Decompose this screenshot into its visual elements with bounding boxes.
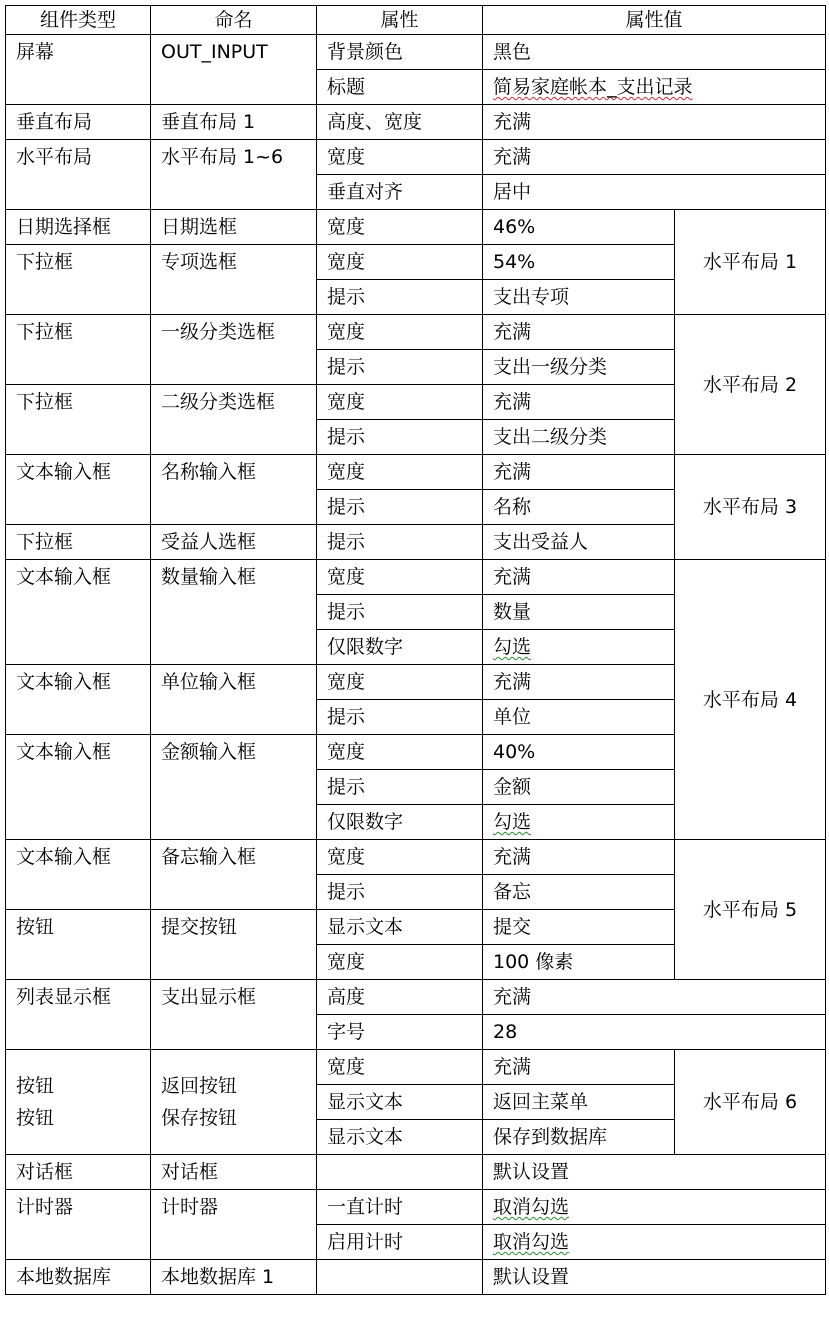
cell-name: OUT_INPUT: [151, 35, 317, 105]
cell-value: [483, 805, 675, 840]
cell-property: 宽度: [317, 735, 483, 770]
cell-type: 垂直布局: [6, 105, 151, 140]
group-label: 水平布局 3: [675, 455, 826, 560]
cell-property: 宽度: [317, 385, 483, 420]
group-label: 水平布局 1: [675, 210, 826, 315]
cell-name: 支出显示框: [151, 980, 317, 1050]
table-row: [6, 980, 826, 1015]
cell-type: 文本输入框: [6, 665, 151, 735]
cell-name: 计时器: [151, 1190, 317, 1260]
group-label: 水平布局 5: [675, 840, 826, 980]
cell-property: 提示: [317, 875, 483, 910]
cell-value: 金额: [483, 770, 675, 805]
cell-value: [483, 70, 826, 105]
cell-value: 充满: [483, 385, 675, 420]
cell-property: 字号: [317, 1015, 483, 1050]
cell-property: 显示文本: [317, 1120, 483, 1155]
cell-property: 提示: [317, 420, 483, 455]
cell-value: 100 像素: [483, 945, 675, 980]
cell-type: 文本输入框: [6, 840, 151, 910]
cell-type: 下拉框: [6, 385, 151, 455]
cell-value: 支出受益人: [483, 525, 675, 560]
cell-value-text: 取消勾选: [493, 1196, 570, 1218]
cell-value: [483, 630, 675, 665]
cell-type: 本地数据库: [6, 1260, 151, 1295]
cell-name: 二级分类选框: [151, 385, 317, 455]
group-label: 水平布局 4: [675, 560, 826, 840]
cell-type: 按钮: [6, 910, 151, 980]
cell-value: 数量: [483, 595, 675, 630]
group-label: 水平布局 6: [675, 1050, 826, 1155]
header-row: [6, 6, 826, 35]
cell-value: [483, 1225, 826, 1260]
table-row: [6, 840, 826, 875]
cell-name: 备忘输入框: [151, 840, 317, 910]
cell-value: 支出一级分类: [483, 350, 675, 385]
cell-property: 宽度: [317, 1050, 483, 1085]
cell-type: 日期选择框: [6, 210, 151, 245]
cell-value: 46%: [483, 210, 675, 245]
cell-name-line: 返回按钮: [161, 1075, 238, 1097]
cell-value: 返回主菜单: [483, 1085, 675, 1120]
component-properties-table: [5, 5, 826, 1295]
cell-type: 下拉框: [6, 525, 151, 560]
table-row: [6, 1050, 826, 1085]
cell-property: 显示文本: [317, 1085, 483, 1120]
cell-property: 提示: [317, 595, 483, 630]
cell-name: 单位输入框: [151, 665, 317, 735]
cell-property: 宽度: [317, 945, 483, 980]
cell-type: 文本输入框: [6, 560, 151, 665]
group-label: 水平布局 2: [675, 315, 826, 455]
cell-value: 充满: [483, 980, 826, 1015]
cell-property: 垂直对齐: [317, 175, 483, 210]
cell-value: 保存到数据库: [483, 1120, 675, 1155]
header-property: 属性: [317, 6, 483, 35]
cell-value: 单位: [483, 700, 675, 735]
cell-property: 高度、宽度: [317, 105, 483, 140]
cell-property: 背景颜色: [317, 35, 483, 70]
cell-value: 充满: [483, 1050, 675, 1085]
cell-type: 文本输入框: [6, 455, 151, 525]
cell-value: [483, 1190, 826, 1225]
cell-value: 充满: [483, 665, 675, 700]
cell-value: 充满: [483, 455, 675, 490]
cell-type: [6, 1050, 151, 1155]
cell-property: 一直计时: [317, 1190, 483, 1225]
cell-property: 宽度: [317, 140, 483, 175]
cell-property: 显示文本: [317, 910, 483, 945]
table-row: [6, 1155, 826, 1190]
cell-name: 一级分类选框: [151, 315, 317, 385]
cell-value: 40%: [483, 735, 675, 770]
cell-property: 标题: [317, 70, 483, 105]
cell-property: 宽度: [317, 210, 483, 245]
cell-property: 提示: [317, 280, 483, 315]
cell-value: 充满: [483, 840, 675, 875]
cell-property: 宽度: [317, 455, 483, 490]
cell-name: 对话框: [151, 1155, 317, 1190]
cell-property: 提示: [317, 525, 483, 560]
cell-name: 本地数据库 1: [151, 1260, 317, 1295]
cell-type: 屏幕: [6, 35, 151, 105]
header-value: 属性值: [483, 6, 826, 35]
cell-value: 名称: [483, 490, 675, 525]
table-row: [6, 315, 826, 350]
table-row: [6, 1260, 826, 1295]
cell-value: 充满: [483, 560, 675, 595]
cell-name: 垂直布局 1: [151, 105, 317, 140]
cell-name: 水平布局 1~6: [151, 140, 317, 210]
cell-type-line: 按钮: [16, 1107, 55, 1129]
header-name: 命名: [151, 6, 317, 35]
cell-value: 默认设置: [483, 1155, 826, 1190]
cell-name: 提交按钮: [151, 910, 317, 980]
cell-property: 仅限数字: [317, 805, 483, 840]
cell-property: 宽度: [317, 665, 483, 700]
cell-property: 高度: [317, 980, 483, 1015]
cell-name: [151, 1050, 317, 1155]
cell-value-text: 勾选: [493, 811, 532, 833]
cell-value: 提交: [483, 910, 675, 945]
cell-type: 水平布局: [6, 140, 151, 210]
table-row: [6, 35, 826, 70]
cell-name: 数量输入框: [151, 560, 317, 665]
cell-name: 金额输入框: [151, 735, 317, 840]
cell-type: 计时器: [6, 1190, 151, 1260]
cell-value-text: 简易家庭帐本_支出记录: [493, 76, 693, 98]
cell-name: 名称输入框: [151, 455, 317, 525]
cell-value: 黑色: [483, 35, 826, 70]
cell-value: 支出专项: [483, 280, 675, 315]
table-row: [6, 210, 826, 245]
cell-value: 默认设置: [483, 1260, 826, 1295]
cell-name-line: 保存按钮: [161, 1107, 238, 1129]
cell-property: 宽度: [317, 560, 483, 595]
header-component-type: 组件类型: [6, 6, 151, 35]
cell-name: 日期选框: [151, 210, 317, 245]
cell-type-line: 按钮: [16, 1075, 55, 1097]
cell-name: 受益人选框: [151, 525, 317, 560]
cell-property: 宽度: [317, 245, 483, 280]
cell-property: 提示: [317, 490, 483, 525]
cell-type: 对话框: [6, 1155, 151, 1190]
cell-property: [317, 1260, 483, 1295]
cell-type: 列表显示框: [6, 980, 151, 1050]
table-row: [6, 105, 826, 140]
cell-value-text: 取消勾选: [493, 1231, 570, 1253]
cell-type: 下拉框: [6, 245, 151, 315]
cell-value: 备忘: [483, 875, 675, 910]
cell-property: [317, 1155, 483, 1190]
cell-type: 文本输入框: [6, 735, 151, 840]
cell-value-text: 勾选: [493, 636, 532, 658]
cell-value: 支出二级分类: [483, 420, 675, 455]
cell-value: 充满: [483, 315, 675, 350]
cell-property: 提示: [317, 350, 483, 385]
cell-type: 下拉框: [6, 315, 151, 385]
table-row: [6, 560, 826, 595]
cell-value: 28: [483, 1015, 826, 1050]
table-row: [6, 1190, 826, 1225]
table-row: [6, 455, 826, 490]
cell-property: 提示: [317, 770, 483, 805]
cell-property: 提示: [317, 700, 483, 735]
cell-property: 仅限数字: [317, 630, 483, 665]
cell-name: 专项选框: [151, 245, 317, 315]
cell-value: 54%: [483, 245, 675, 280]
cell-property: 宽度: [317, 315, 483, 350]
table-row: [6, 140, 826, 175]
cell-property: 宽度: [317, 840, 483, 875]
cell-value: 居中: [483, 175, 826, 210]
cell-value: 充满: [483, 105, 826, 140]
cell-property: 启用计时: [317, 1225, 483, 1260]
cell-value: 充满: [483, 140, 826, 175]
